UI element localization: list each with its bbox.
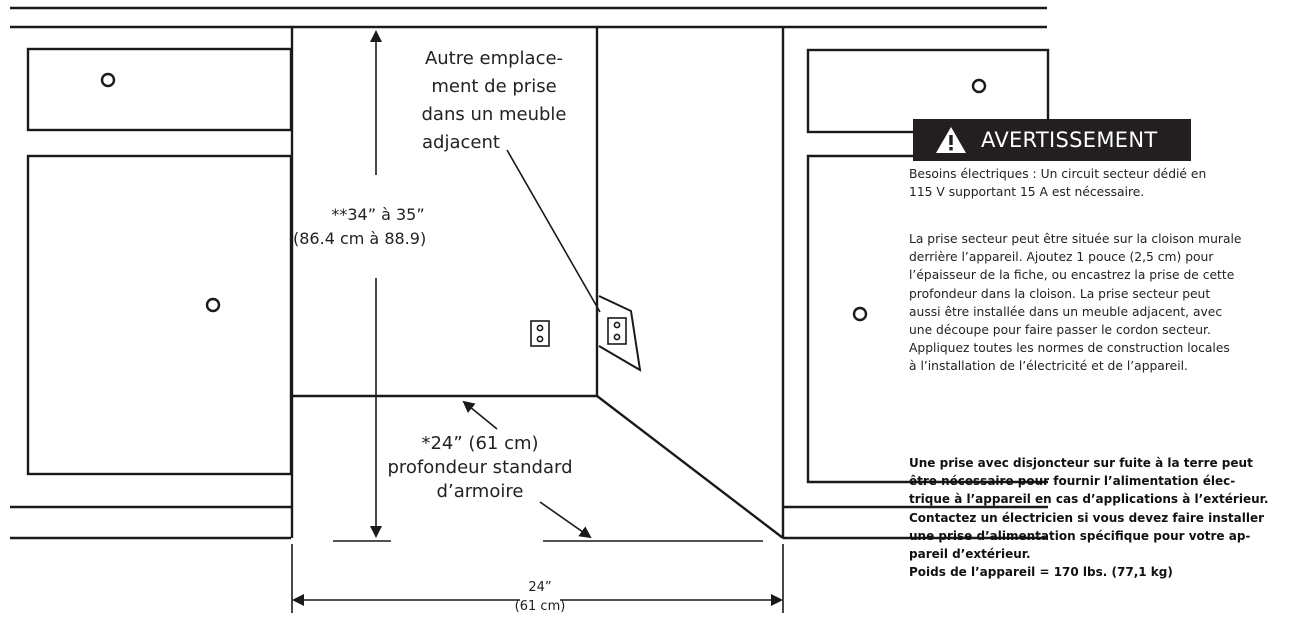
height-dimension-label (293, 203, 463, 251)
left-door-knob (207, 299, 219, 311)
para2-line: profondeur dans la cloison. La prise secteur peut (909, 286, 1211, 301)
para3-line: Poids de l’appareil = 170 lbs. (77,1 kg) (909, 565, 1173, 580)
width-dimension-label (500, 578, 580, 616)
right-drawer-knob (973, 80, 985, 92)
para3-line: être nécessaire pour fournir l’alimentation élec- (909, 474, 1236, 489)
para3-line: trique à l’appareil en cas d’applications à l’extérieur. (909, 492, 1269, 507)
callout-leader (507, 150, 600, 312)
right-door-knob (854, 308, 866, 320)
warning-banner (913, 119, 1191, 161)
depth-dim-line-2: profondeur standard (387, 457, 573, 478)
warning-paragraph-1 (909, 165, 1298, 201)
para2-line: aussi être installée dans un meuble adjacent, avec (909, 304, 1223, 319)
para1-line: 115 V supportant 15 A est nécessaire. (909, 185, 1145, 200)
callout-line-1: Autre emplace- (424, 48, 564, 69)
width-dim-line-1: 24” (528, 580, 552, 595)
callout-line-3: dans un meuble (421, 104, 567, 125)
para2-line: une découpe pour faire passer le cordon secteur. (909, 323, 1211, 338)
para3-line: Contactez un électricien si vous devez faire installer (909, 510, 1264, 525)
height-dim-line-1: **34” à 35” (331, 205, 425, 224)
rear-wall-outlet (531, 321, 549, 346)
para2-line: La prise secteur peut être située sur la cloison murale (909, 232, 1242, 246)
para2-line: l’épaisseur de la fiche, ou encastrez la prise de cette (909, 268, 1235, 283)
left-door (28, 156, 291, 474)
depth-leader-top (464, 402, 497, 429)
callout-line-2: ment de prise (431, 76, 557, 97)
para3-line: Une prise avec disjoncteur sur fuite à la terre peut (909, 456, 1253, 470)
left-drawer (28, 49, 291, 130)
warning-paragraph-3 (909, 454, 1298, 581)
para2-line: derrière l’appareil. Ajoutez 1 pouce (2,5 cm) pour (909, 250, 1214, 265)
callout-line-4: adjacent (422, 132, 500, 153)
left-drawer-knob (102, 74, 114, 86)
para3-line: pareil d’extérieur. (909, 547, 1031, 562)
left-cabinet (10, 49, 291, 538)
para1-line: Besoins électriques : Un circuit secteur dédié en (909, 167, 1207, 181)
warning-triangle-icon (935, 126, 967, 154)
para3-line: une prise d’alimentation spécifique pour votre ap- (909, 528, 1251, 543)
depth-dim-line-1: *24” (61 cm) (421, 433, 539, 454)
callout-label (414, 45, 574, 157)
depth-dim-line-3: d’armoire (436, 481, 524, 502)
warning-title: AVERTISSEMENT (981, 128, 1158, 152)
width-dim-line-2: (61 cm) (514, 599, 566, 614)
para2-line: Appliquez toutes les normes de construction locales (909, 341, 1230, 356)
warning-paragraph-2 (909, 230, 1298, 376)
para2-line: à l’installation de l’électricité et de l’appareil. (909, 359, 1188, 374)
depth-dimension-label (370, 432, 590, 504)
depth-leader-bottom (540, 502, 590, 537)
adjacent-cabinet-outlet (599, 296, 640, 370)
height-dim-line-2: (86.4 cm à 88.9) (293, 229, 427, 248)
opening-diagonal-floor (597, 396, 783, 538)
